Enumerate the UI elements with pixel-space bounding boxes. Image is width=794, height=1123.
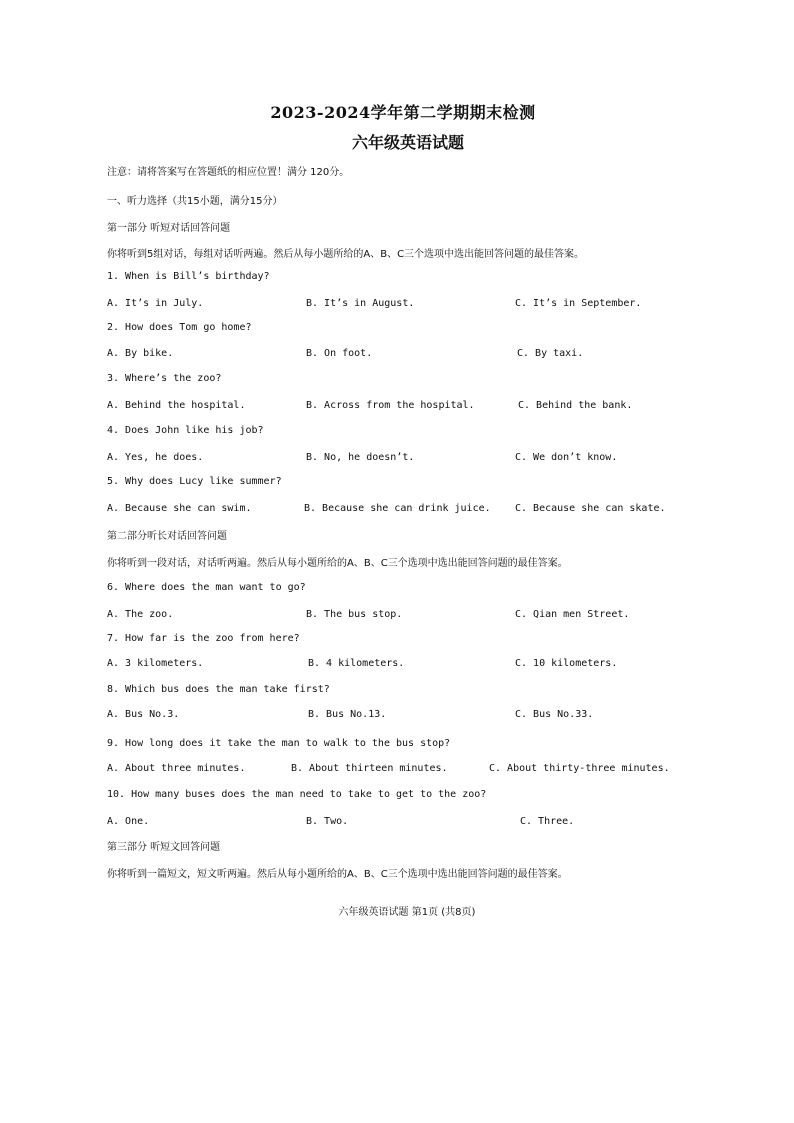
option-c: C. By taxi. [517, 348, 584, 359]
option-b: B. 4 kilometers. [308, 658, 405, 669]
option-c: C. Three. [520, 816, 575, 827]
option-c: C. 10 kilometers. [515, 658, 618, 669]
question-6: 6. Where does the man want to go? [107, 582, 306, 593]
question-8: 8. Which bus does the man take first? [107, 684, 330, 695]
options-9 [107, 763, 670, 777]
question-10: 10. How many buses does the man need to take to get to the zoo? [107, 789, 487, 800]
options-1 [107, 298, 667, 312]
options-4 [107, 452, 667, 466]
options-3 [107, 400, 667, 414]
options-10 [107, 816, 667, 830]
option-a: A. Bus No.3. [107, 709, 180, 720]
option-b: B. On foot. [306, 348, 373, 359]
option-a: A. Behind the hospital. [107, 400, 246, 411]
options-5 [107, 503, 667, 517]
part3-title: 第三部分 听短文回答问题 [107, 842, 221, 853]
option-a: A. Yes, he does. [107, 452, 204, 463]
part1-title: 第一部分 听短对话回答问题 [107, 223, 231, 234]
option-a: A. It’s in July. [107, 298, 204, 309]
option-c: C. Behind the bank. [518, 400, 633, 411]
page-footer: 六年级英语试题 第1页 (共8页) [338, 907, 476, 918]
question-7: 7. How far is the zoo from here? [107, 633, 300, 644]
options-8 [107, 709, 667, 723]
question-9: 9. How long does it take the man to walk to the bus stop? [107, 738, 451, 749]
option-b: B. Because she can drink juice. [304, 503, 491, 514]
option-b: B. Across from the hospital. [306, 400, 475, 411]
notice: 注意：请将答案写在答题纸的相应位置！满分 120分。 [107, 167, 350, 178]
option-a: A. About three minutes. [107, 763, 246, 774]
option-a: A. 3 kilometers. [107, 658, 204, 669]
part1-instruction: 你将听到5组对话，每组对话听两遍。然后从每小题所给的A、B、C三个选项中选出能回答问题的最佳答案。 [107, 249, 585, 260]
options-7 [107, 658, 667, 672]
part2-instruction: 你将听到一段对话，对话听两遍。然后从每小题所给的A、B、C三个选项中选出能回答问题的最佳答案。 [107, 558, 568, 569]
question-3: 3. Where’s the zoo? [107, 373, 222, 384]
options-2 [107, 348, 667, 362]
question-4: 4. Does John like his job? [107, 425, 264, 436]
option-a: A. The zoo. [107, 609, 174, 620]
exam-title: 2023-2024学年第二学期期末检测 [270, 103, 536, 122]
question-1: 1. When is Bill’s birthday? [107, 271, 270, 282]
option-b: B. About thirteen minutes. [291, 763, 448, 774]
option-a: A. One. [107, 816, 150, 827]
option-a: A. Because she can swim. [107, 503, 252, 514]
option-c: C. It’s in September. [515, 298, 642, 309]
option-c: C. About thirty-three minutes. [489, 763, 670, 774]
option-b: B. Bus No.13. [308, 709, 387, 720]
question-5: 5. Why does Lucy like summer? [107, 476, 282, 487]
options-6 [107, 609, 667, 623]
part3-instruction: 你将听到一篇短文，短文听两遍。然后从每小题所给的A、B、C三个选项中选出能回答问题的最佳答案。 [107, 869, 568, 880]
part2-title: 第二部分听长对话回答问题 [107, 531, 227, 542]
option-b: B. The bus stop. [306, 609, 403, 620]
section-listening-title: 一、听力选择（共15小题，满分15分） [107, 196, 283, 207]
question-2: 2. How does Tom go home? [107, 322, 252, 333]
option-c: C. We don’t know. [515, 452, 618, 463]
option-b: B. It’s in August. [306, 298, 415, 309]
option-b: B. Two. [306, 816, 349, 827]
option-c: C. Bus No.33. [515, 709, 594, 720]
option-a: A. By bike. [107, 348, 174, 359]
option-c: C. Qian men Street. [515, 609, 630, 620]
exam-subtitle: 六年级英语试题 [351, 133, 464, 152]
option-b: B. No, he doesn’t. [306, 452, 415, 463]
option-c: C. Because she can skate. [515, 503, 666, 514]
